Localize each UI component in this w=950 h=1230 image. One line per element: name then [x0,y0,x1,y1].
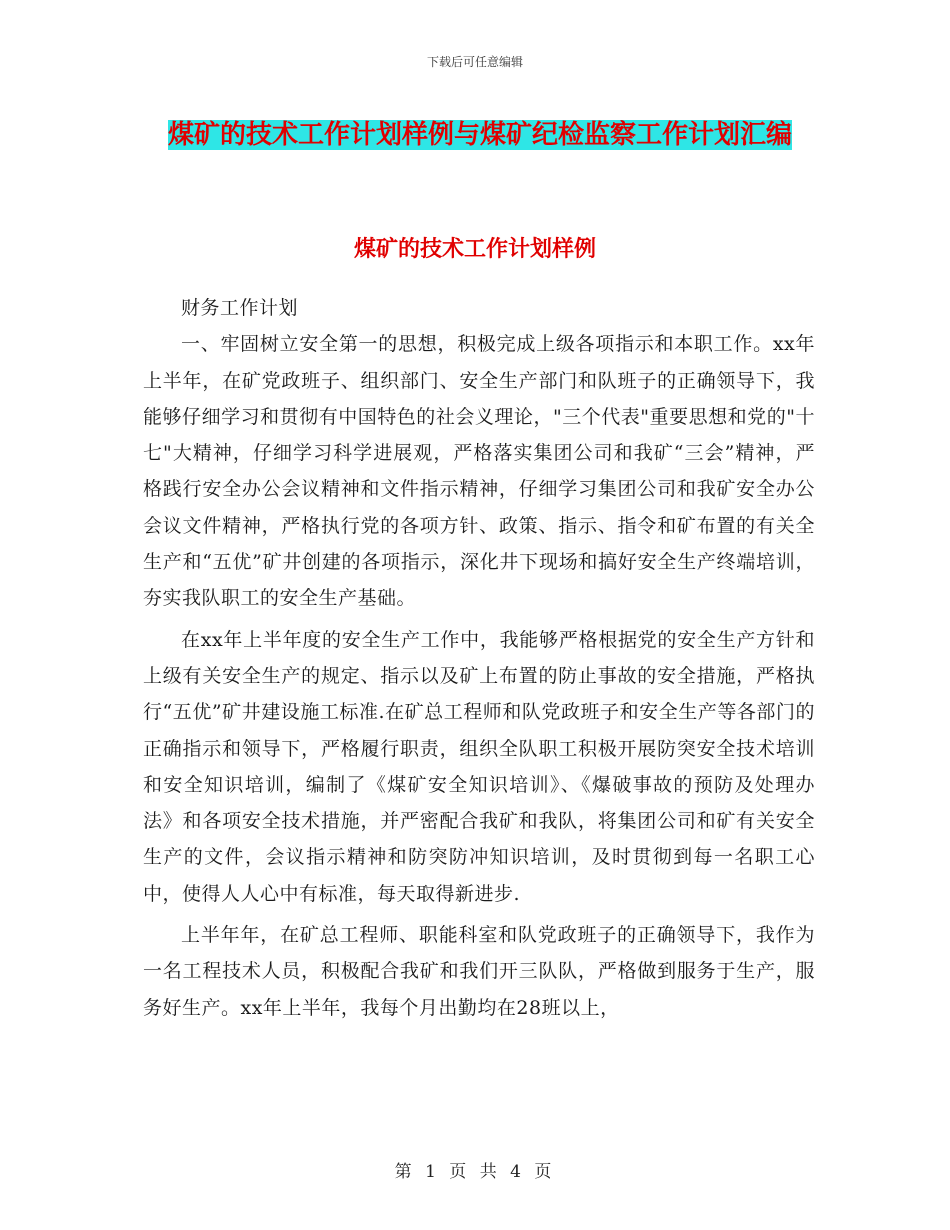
body-paragraph-2: 在xx年上半年度的安全生产工作中，我能够严格根据党的安全生产方针和上级有关安全生产的规定、指示以及矿上布置的防止事故的安全措施，严格执行“五优”矿井建设施工标准.在矿总工程师和队党政班子和安全生产等各部门的正确指示和领导下，严格履行职责，组织全队职工积极开展防突安全技术培训和安全知识培训，编制了《煤矿安全知识培训》、《爆破事故的预防及处理办法》和各项安全技术措施，并严密配合我矿和我队，将集团公司和矿有关安全生产的文件，会议指示精神和防突防冲知识培训，及时贯彻到每一名职工心中，使得人人心中有标准，每天取得新进步. [143,628,815,905]
header-note: 下载后可任意编辑 [426,55,523,69]
section-title: 煤矿的技术工作计划样例 [353,236,596,262]
body-paragraph-3: 上半年年，在矿总工程师、职能科室和队党政班子的正确领导下，我作为一名工程技术人员，积极配合我矿和我们开三队队，严格做到服务于生产，服务好生产。xx年上半年，我每个月出勤均在28班以上， [143,924,815,1019]
page-number: 第 1 页 共 4 页 [394,1162,556,1182]
document-title-text: 煤矿的技术工作计划样例与煤矿纪检监察工作计划汇编 [167,120,792,150]
body-heading: 财务工作计划 [181,297,299,319]
document-title [140,112,820,158]
body-paragraph-1: 一、牢固树立安全第一的思想，积极完成上级各项指示和本职工作。xx年上半年，在矿党政班子、组织部门、安全生产部门和队班子的正确领导下，我能够仔细学习和贯彻有中国特色的社会义理论，"三个代表"重要思想和党的"十七"大精神，仔细学习科学进展观，严格落实集团公司和我矿“三会”精神，严格践行安全办公会议精神和文件指示精神，仔细学习集团公司和我矿安全办公会议文件精神，严格执行党的各项方针、政策、指示、指令和矿布置的有关全生产和“五优”矿井创建的各项指示，深化井下现场和搞好安全生产终端培训，夯实我队职工的安全生产基础。 [143,333,815,610]
document-body [143,290,815,1026]
